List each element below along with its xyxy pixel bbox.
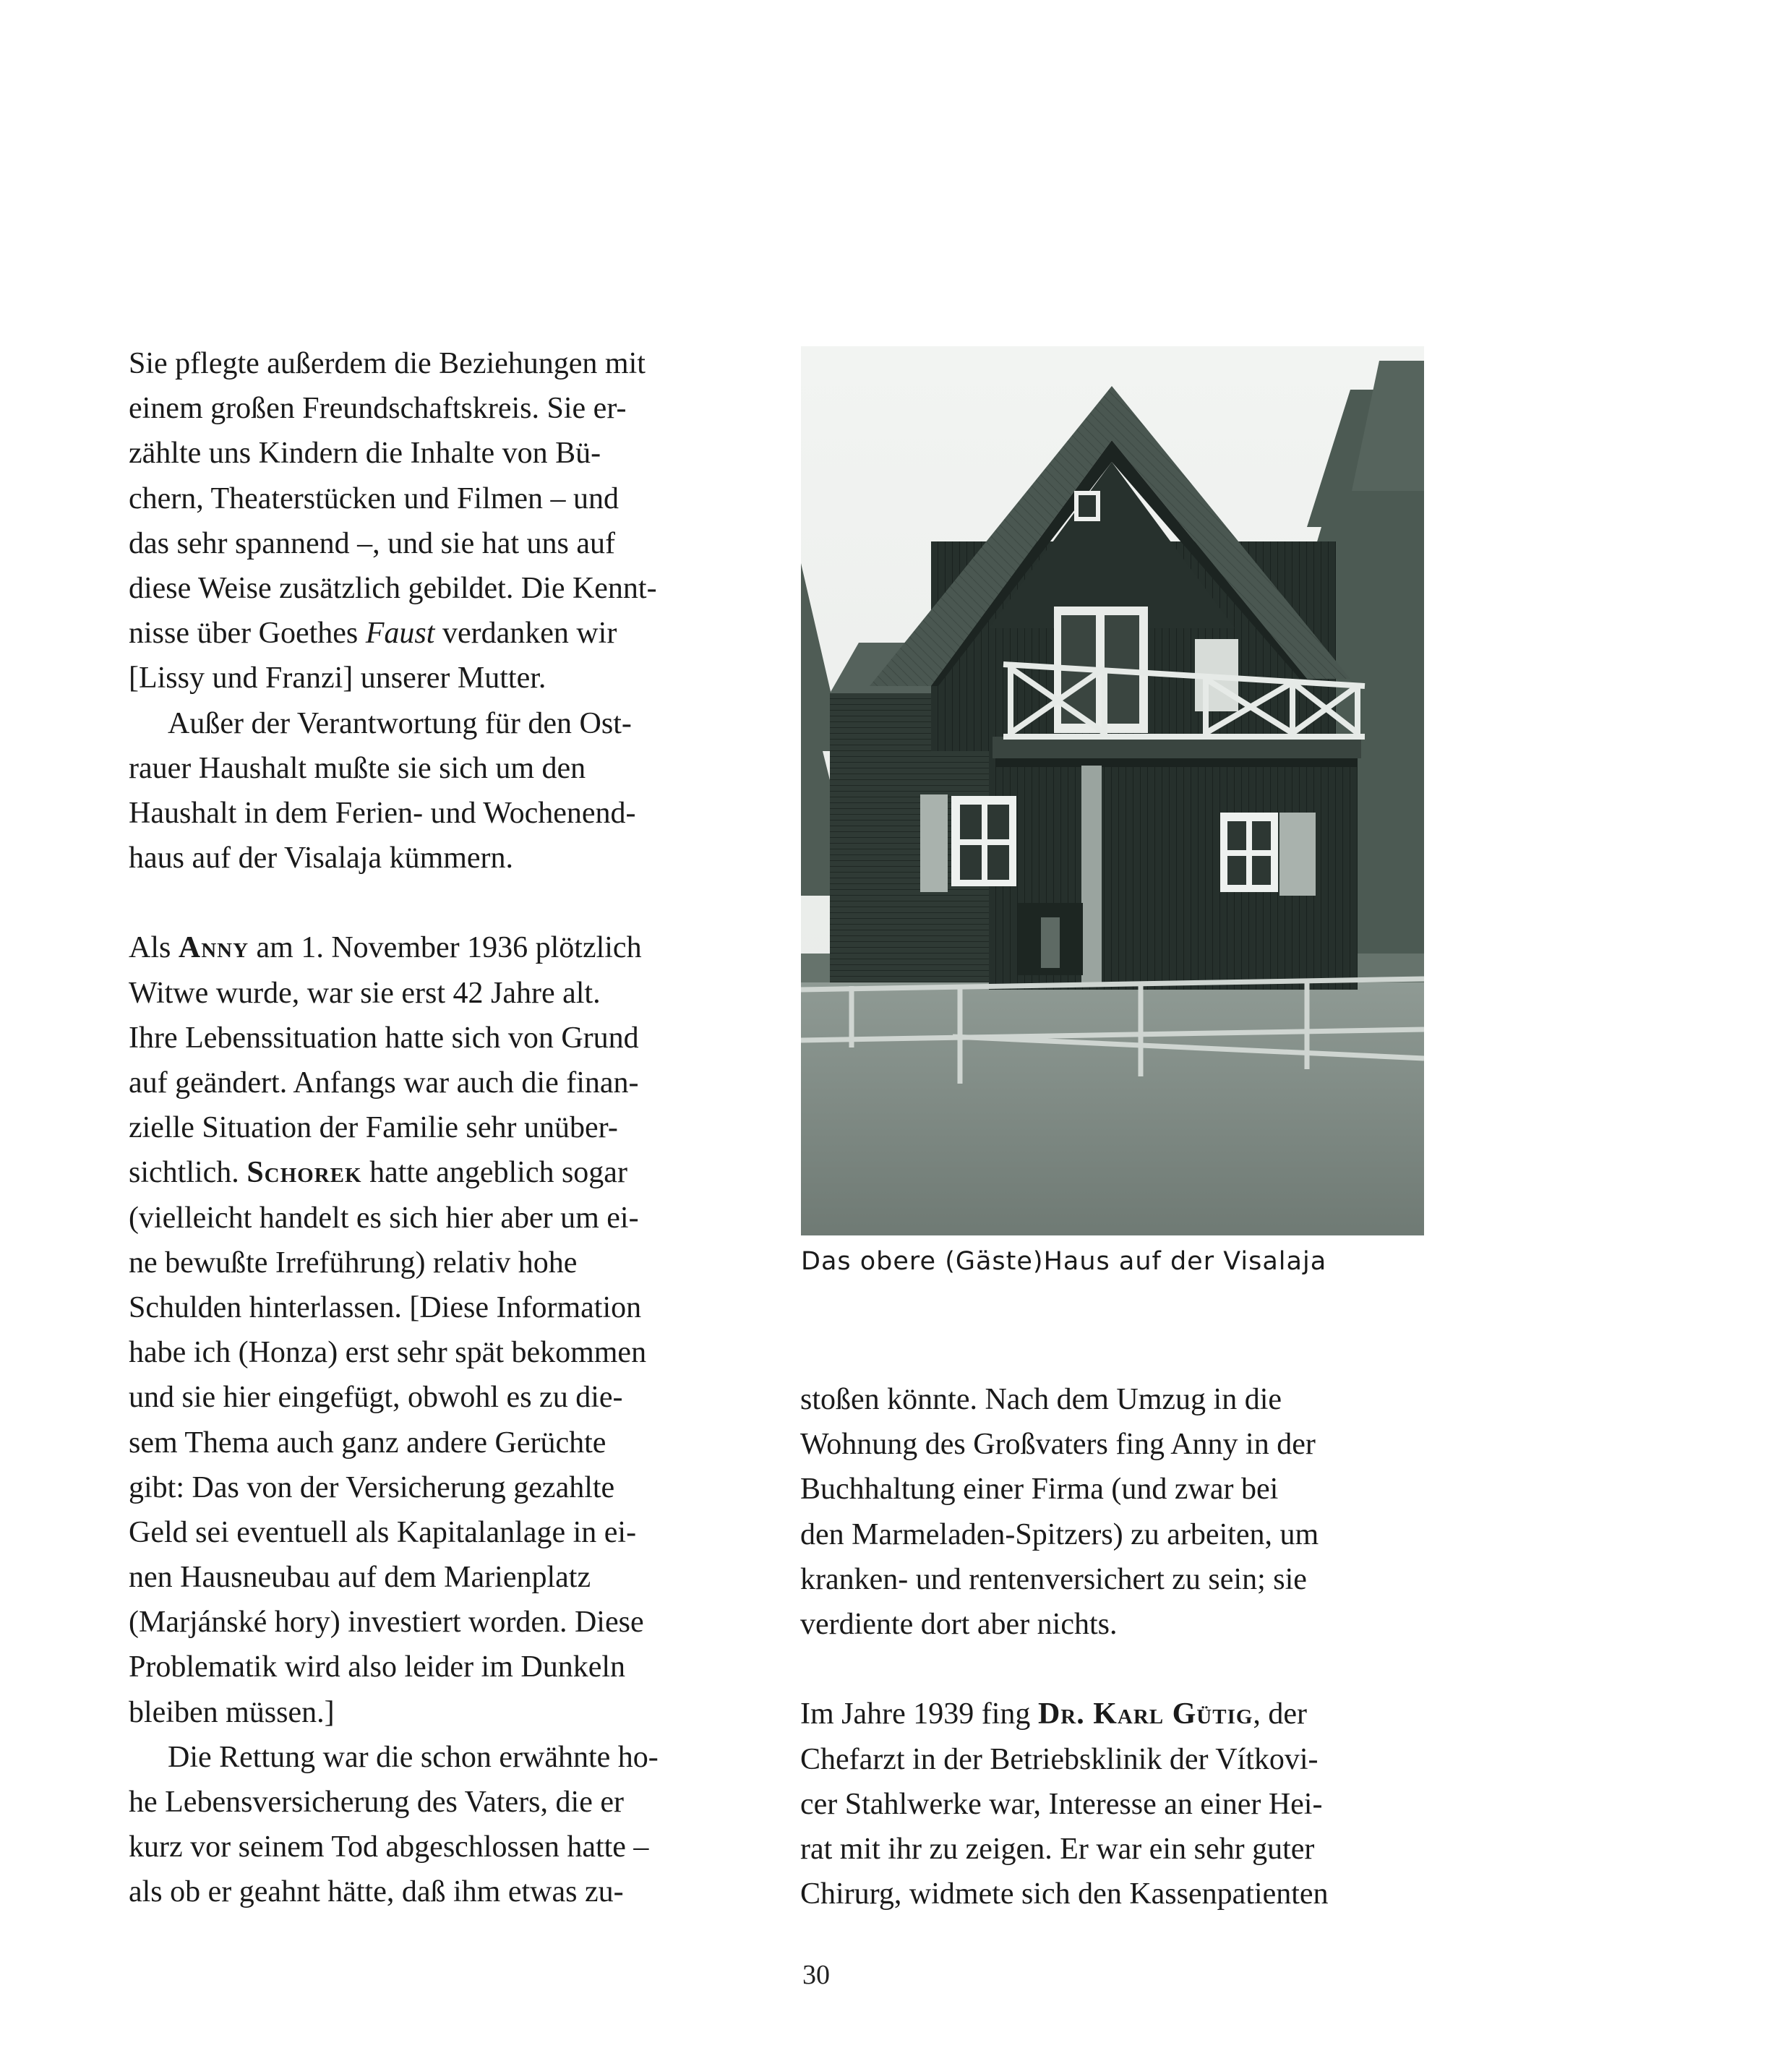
text-fragment: am 1. November 1936 plötzlich [249,931,642,965]
text-line: Chirurg, widmete sich den Kassenpatienten [800,1877,1329,1911]
person-name-karl-guetig: Dr. Karl Gütig [1037,1697,1253,1731]
text-line [129,925,765,970]
person-name-anny: Anny [178,931,249,965]
paragraph-gap [129,881,765,925]
text-line: sem Thema auch ganz andere Gerüchte [129,1426,606,1460]
house-photo [801,346,1424,1235]
text-fragment: Als [129,931,179,965]
left-text-column [129,341,765,1915]
text-line: Außer der Verantwortung für den Ost- [168,706,632,740]
text-line: Chefarzt in der Betriebsklinik der Vítkovi- [800,1742,1319,1776]
text-line: ne bewußte Irreführung) relativ hohe [129,1246,578,1280]
text-line: gibt: Das von der Versicherung gezahlte [129,1470,615,1504]
text-line: Buchhaltung einer Firma (und zwar bei [800,1473,1279,1507]
text-fragment: , der [1253,1697,1308,1731]
text-line: he Lebensversicherung des Vaters, die er [129,1786,624,1819]
text-fragment: nisse über Goethes [129,617,366,651]
page-number: 30 [802,1960,830,1990]
text-line: chern, Theaterstücken und Filmen – und [129,481,620,515]
text-line: das sehr spannend –, und sie hat uns auf [129,526,616,560]
text-line: (Marjánské hory) investiert worden. Diese [129,1606,644,1640]
text-line: Geld sei eventuell als Kapitalanlage in ei- [129,1515,637,1549]
text-line: einem großen Freundschaftskreis. Sie er- [129,392,627,426]
text-line: [Lissy und Franzi] unserer Mutter. [129,661,546,695]
text-line [129,1150,765,1195]
text-fragment: Im Jahre 1939 fing [800,1697,1038,1731]
person-name-schorek: Schorek [246,1156,362,1190]
text-line: habe ich (Honza) erst sehr spät bekommen [129,1336,647,1370]
text-line: zählte uns Kindern die Inhalte von Bü- [129,437,601,471]
text-line: Schulden hinterlassen. [Diese Information [129,1290,642,1324]
text-line [129,611,765,656]
porch-column [1081,766,1102,982]
text-line: diese Weise zusätzlich gebildet. Die Kennt- [129,571,657,605]
text-line: Haushalt in dem Ferien- und Wochenend- [129,796,636,830]
text-line: Witwe wurde, war sie erst 42 Jahre alt. [129,976,601,1010]
text-line: rat mit ihr zu zeigen. Er war ein sehr guter [800,1832,1315,1866]
text-line: haus auf der Visalaja kümmern. [129,841,514,875]
text-line: nen Hausneubau auf dem Marienplatz [129,1561,591,1595]
book-title-faust: Faust [365,617,435,651]
text-line: kranken- und rentenversichert zu sein; sie [800,1562,1307,1596]
text-fragment: hatte angeblich sogar [361,1156,627,1190]
text-line: Die Rettung war die schon erwähnte ho- [168,1740,659,1774]
text-line: Wohnung des Großvaters fing Anny in der [800,1428,1316,1462]
right-text-column [800,1377,1436,1916]
text-line: auf geändert. Anfangs war auch die finan- [129,1066,639,1100]
photo-caption: Das obere (Gäste)Haus auf der Visalaja [801,1247,1327,1276]
text-line: kurz vor seinem Tod abgeschlossen hatte – [129,1830,649,1864]
text-line: cer Stahlwerke war, Interesse an einer Hei- [800,1787,1323,1821]
text-line: den Marmeladen-Spitzers) zu arbeiten, um [800,1517,1319,1551]
text-line: Problematik wird also leider im Dunkeln [129,1650,626,1684]
text-line: als ob er geahnt hätte, daß ihm etwas zu- [129,1875,624,1909]
text-line: Sie pflegte außerdem die Beziehungen mit [129,347,646,380]
text-fragment: sichtlich. [129,1156,247,1190]
text-line: zielle Situation der Familie sehr unüber- [129,1111,618,1145]
text-line: und sie hier eingefügt, obwohl es zu die- [129,1381,623,1415]
text-line: stoßen könnte. Nach dem Umzug in die [800,1383,1282,1416]
text-line: (vielleicht handelt es sich hier aber um ei- [129,1201,639,1235]
text-fragment: verdanken wir [434,617,617,651]
text-line: verdiente dort aber nichts. [800,1607,1118,1641]
balcony [993,737,1361,758]
text-line: rauer Haushalt mußte sie sich um den [129,751,586,785]
text-line [800,1692,1436,1736]
text-line: bleiben müssen.] [129,1695,335,1729]
text-line: Ihre Lebenssituation hatte sich von Grund [129,1021,639,1055]
meadow [801,982,1424,1235]
paragraph-gap [800,1647,1436,1692]
